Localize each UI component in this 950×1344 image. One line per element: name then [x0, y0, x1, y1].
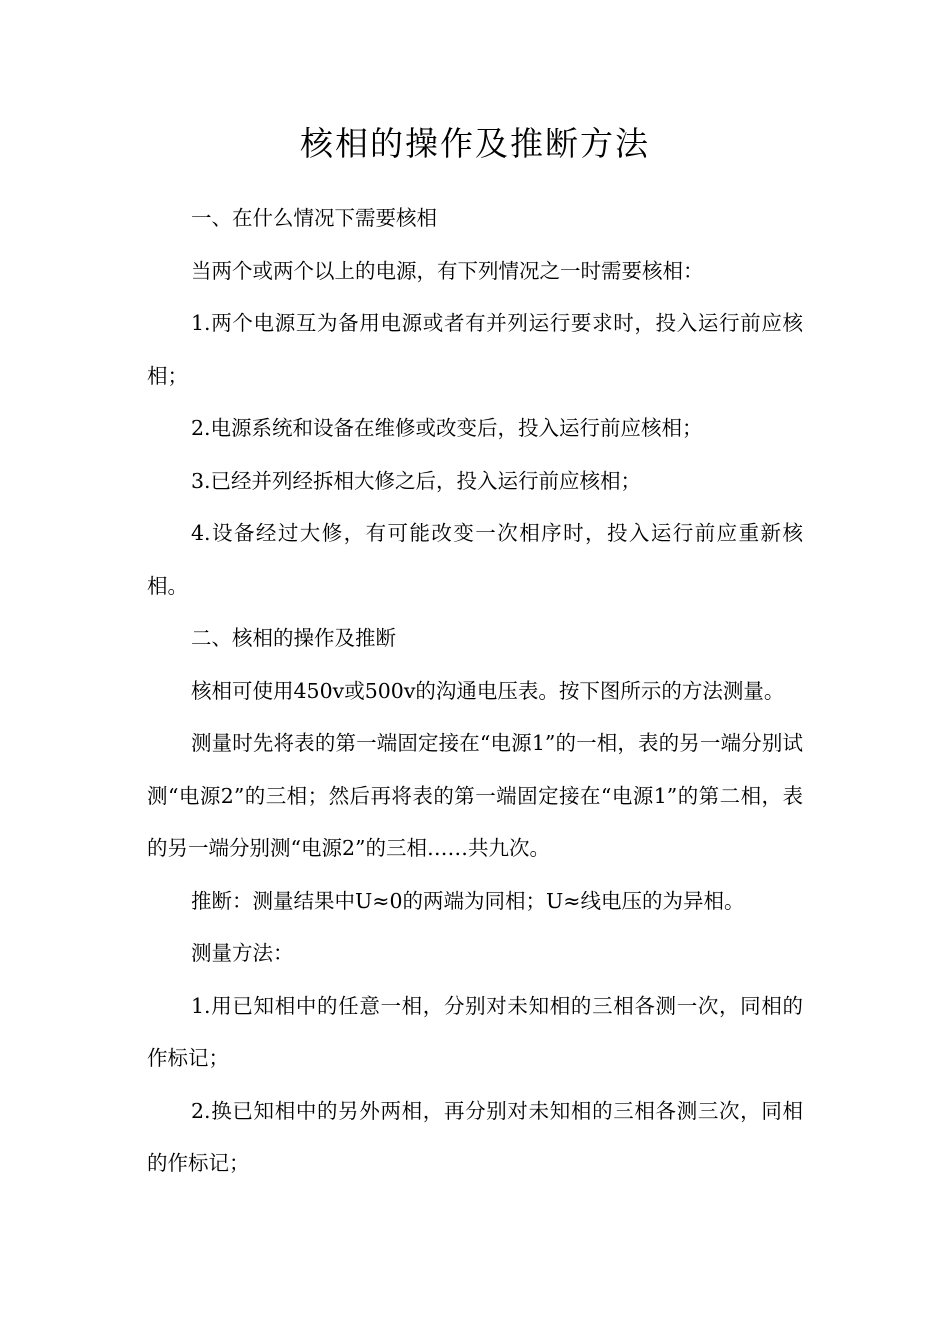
list-item-2: 2.电源系统和设备在维修或改变后，投入运行前应核相； [191, 416, 703, 440]
paragraph-intro: 当两个或两个以上的电源，有下列情况之一时需要核相： [191, 258, 704, 283]
paragraph-method-label: 测量方法： [191, 941, 294, 965]
section-heading-when-needed: 一、在什么情况下需要核相 [191, 206, 437, 230]
list-item-4: 4.设备经过大修，有可能改变一次相序时，投入运行前应重新核相。 [147, 521, 803, 598]
section-heading-operation: 二、核相的操作及推断 [191, 626, 396, 650]
method-step-1: 1.用已知相中的任意一相，分别对未知相的三相各测一次，同相的作标记； [147, 993, 803, 1070]
paragraph-voltmeter: 核相可使用450v或500v的沟通电压表。按下图所示的方法测量。 [191, 678, 785, 703]
paragraph-judgement: 推断：测量结果中U≈0的两端为同相；U≈线电压的为异相。 [191, 888, 745, 913]
document-title: 核相的操作及推断方法 [300, 124, 650, 163]
document-body [147, 192, 803, 1190]
paragraph-measurement: 测量时先将表的第一端固定接在“电源1”的一相，表的另一端分别试测“电源2”的三相；然后再将表的第一端固定接在“电源1”的第二相，表的另一端分别测“电源2”的三相……共九次。 [147, 731, 803, 860]
list-item-1: 1.两个电源互为备用电源或者有并列运行要求时，投入运行前应核相； [147, 311, 803, 388]
method-step-2: 2.换已知相中的另外两相，再分别对未知相的三相各测三次，同相的作标记； [147, 1098, 803, 1175]
list-item-3: 3.已经并列经拆相大修之后，投入运行前应核相； [191, 468, 642, 493]
